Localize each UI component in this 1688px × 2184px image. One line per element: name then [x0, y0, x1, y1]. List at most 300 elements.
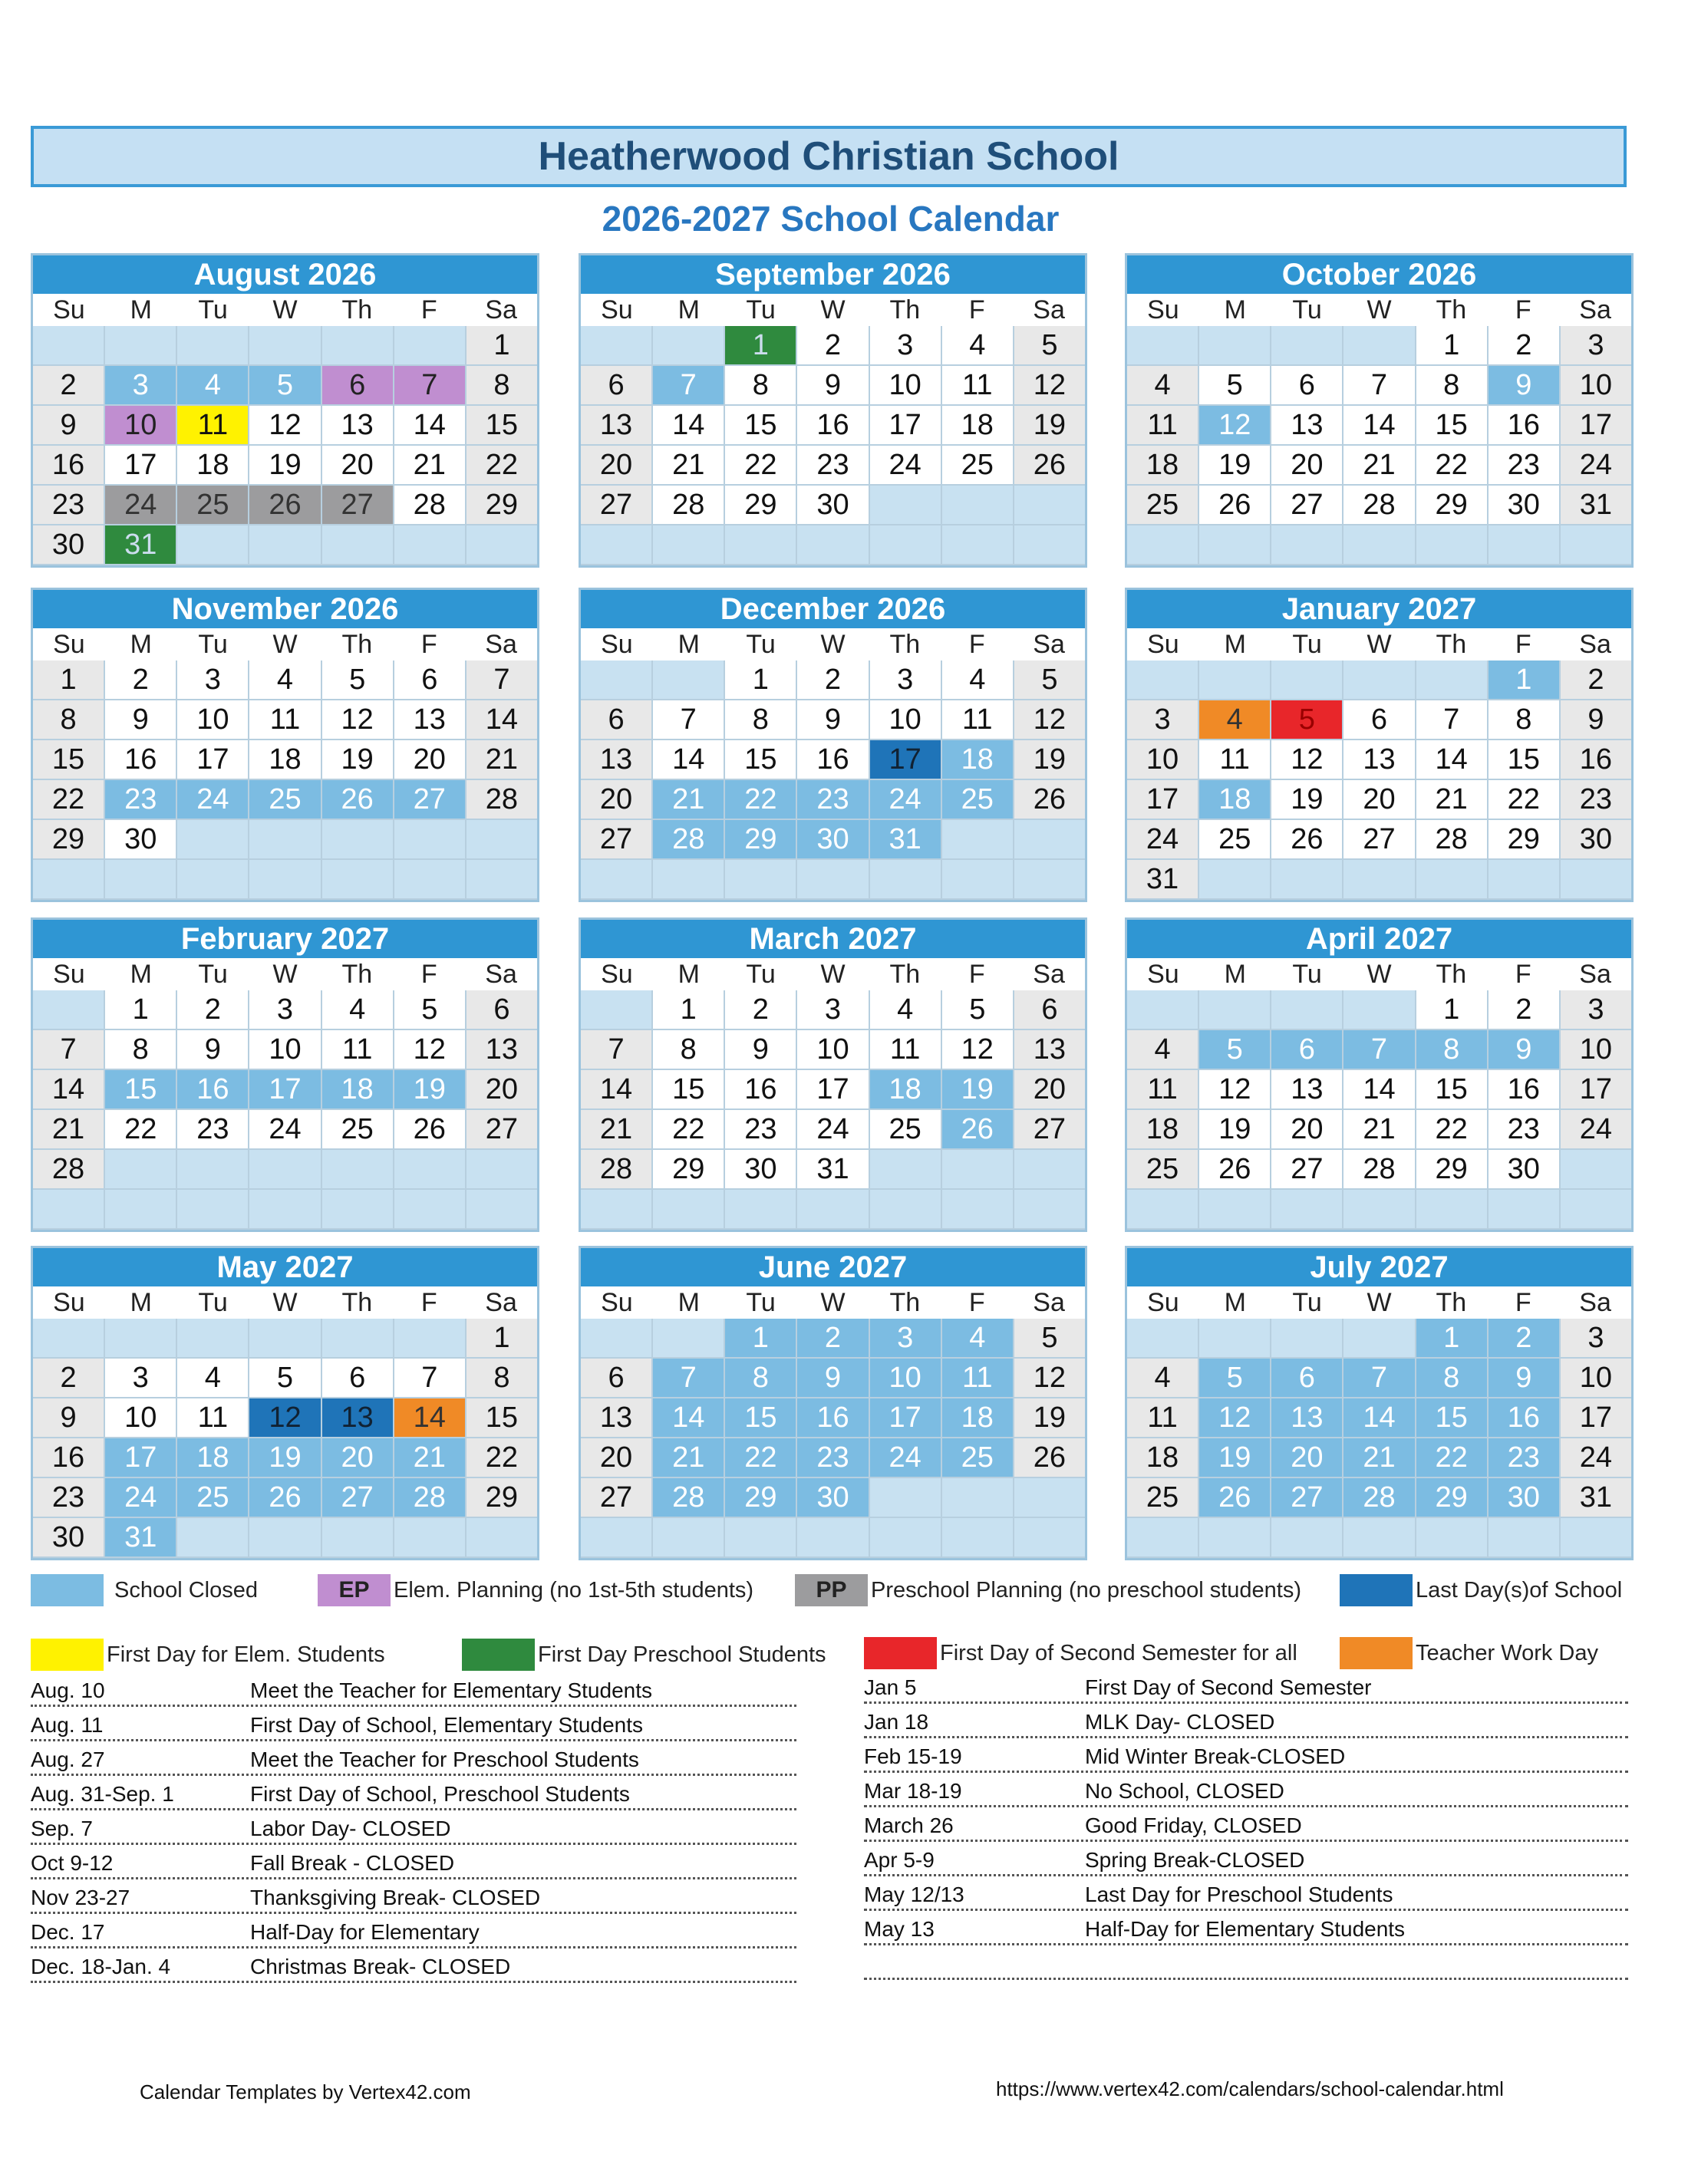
empty-cell [1014, 1518, 1085, 1556]
weekday-header [581, 628, 1085, 660]
empty-cell [322, 1190, 393, 1228]
empty-cell [1199, 860, 1270, 898]
weekday-header [33, 1286, 537, 1319]
day-cell: 1 [33, 660, 104, 699]
day-cell: 9 [33, 1398, 104, 1437]
footer-url[interactable]: https://www.vertex42.com/calendars/school-calendar.html [996, 2077, 1504, 2100]
weekday-label: F [1515, 630, 1531, 659]
month-name: August 2026 [33, 255, 537, 294]
empty-cell [33, 326, 104, 364]
day-cell: 23 [797, 1438, 868, 1477]
empty-cell [1271, 990, 1342, 1029]
day-cell: 21 [653, 446, 724, 484]
empty-cell [1199, 1190, 1270, 1228]
day-cell: 10 [870, 700, 941, 739]
day-cell: 21 [467, 740, 537, 779]
day-cell: 19 [394, 1070, 465, 1108]
day-cell: 6 [1271, 366, 1342, 404]
day-cell: 20 [322, 1438, 393, 1477]
day-cell: 8 [725, 700, 796, 739]
legend-first-pre [462, 1639, 826, 1671]
day-cell: 4 [177, 366, 248, 404]
legend-ep-label: Elem. Planning (no 1st-5th students) [394, 1577, 754, 1603]
day-cell: 14 [1343, 1398, 1414, 1437]
day-cell: 31 [1127, 860, 1198, 898]
day-cell: 19 [1199, 446, 1270, 484]
day-cell: 18 [870, 1070, 941, 1108]
day-cell: 16 [105, 740, 176, 779]
event-desc: Half-Day for Elementary [250, 1920, 480, 1944]
day-cell: 13 [1271, 1398, 1342, 1437]
day-cell: 27 [1343, 820, 1414, 858]
day-cell: 21 [1343, 446, 1414, 484]
day-cell: 12 [249, 1398, 320, 1437]
weekday-label: Sa [1579, 960, 1611, 989]
day-cell: 31 [105, 525, 176, 564]
event-date: March 26 [864, 1813, 954, 1837]
day-cell: 9 [1561, 700, 1631, 739]
event-row [864, 1807, 1628, 1842]
day-cell: 29 [725, 1478, 796, 1517]
day-cell: 25 [322, 1110, 393, 1148]
day-cell: 9 [177, 1030, 248, 1069]
empty-cell [581, 1518, 651, 1556]
day-cell: 27 [1271, 1150, 1342, 1188]
event-date: Aug. 10 [31, 1678, 105, 1702]
legend-first-elem-swatch [31, 1639, 104, 1671]
day-cell: 12 [1271, 740, 1342, 779]
day-cell: 25 [1127, 1478, 1198, 1517]
day-cell: 20 [1343, 780, 1414, 819]
weekday-label: F [420, 960, 437, 989]
month-calendar [1125, 1246, 1634, 1560]
day-cell: 21 [1343, 1438, 1414, 1477]
day-cell: 3 [105, 366, 176, 404]
event-desc: First Day of School, Elementary Students [250, 1713, 643, 1737]
day-cell: 17 [177, 740, 248, 779]
day-cell: 4 [870, 990, 941, 1029]
empty-cell [1561, 525, 1631, 564]
empty-cell [942, 1518, 1013, 1556]
weekday-label: Th [889, 295, 921, 324]
day-cell: 26 [1014, 780, 1085, 819]
empty-cell [105, 1190, 176, 1228]
day-cell: 7 [581, 1030, 651, 1069]
day-cell: 10 [249, 1030, 320, 1069]
day-cell: 6 [1271, 1359, 1342, 1397]
day-cell: 18 [1199, 780, 1270, 819]
day-cell: 20 [1271, 1438, 1342, 1477]
empty-cell [1199, 1319, 1270, 1357]
day-cell: 8 [725, 1359, 796, 1397]
month-calendar [1125, 588, 1634, 902]
legend-last-label: Last Day(s)of School [1416, 1577, 1623, 1603]
day-cell: 10 [1561, 366, 1631, 404]
day-cell: 25 [177, 1478, 248, 1517]
empty-cell [653, 660, 724, 699]
weekday-label: W [1367, 960, 1392, 989]
day-cell: 11 [1199, 740, 1270, 779]
day-cell: 31 [1561, 486, 1631, 524]
weekday-label: M [1224, 960, 1246, 989]
day-cell: 11 [942, 700, 1013, 739]
weekday-label: W [1367, 630, 1392, 659]
day-grid [581, 326, 1085, 565]
event-date [864, 1945, 1085, 1978]
day-cell: 1 [725, 660, 796, 699]
empty-cell [467, 1518, 537, 1556]
day-cell: 25 [177, 486, 248, 524]
day-cell: 9 [797, 366, 868, 404]
day-cell: 10 [1561, 1030, 1631, 1069]
event-desc: Labor Day- CLOSED [250, 1817, 451, 1840]
empty-cell [942, 860, 1013, 898]
month-calendar [579, 253, 1087, 568]
day-cell: 1 [1416, 990, 1487, 1029]
day-cell: 27 [1271, 1478, 1342, 1517]
event-row [864, 1911, 1628, 1945]
weekday-label: M [130, 1288, 152, 1317]
legend-first-pre-label: First Day Preschool Students [538, 1642, 826, 1667]
day-grid [1127, 660, 1631, 900]
event-row [31, 1845, 796, 1879]
day-cell: 29 [33, 820, 104, 858]
day-cell: 12 [322, 700, 393, 739]
day-cell: 3 [1561, 326, 1631, 364]
day-cell: 5 [1199, 366, 1270, 404]
event-row [864, 1876, 1628, 1911]
event-desc: No School, CLOSED [1085, 1779, 1284, 1803]
day-cell: 23 [177, 1110, 248, 1148]
day-cell: 20 [1014, 1070, 1085, 1108]
weekday-label: F [968, 630, 985, 659]
empty-cell [177, 820, 248, 858]
day-cell: 29 [467, 1478, 537, 1517]
day-cell: 5 [1271, 700, 1342, 739]
day-cell: 24 [1127, 820, 1198, 858]
day-cell: 2 [33, 366, 104, 404]
empty-cell [797, 1518, 868, 1556]
day-cell: 22 [1416, 1438, 1487, 1477]
legend-work-label: Teacher Work Day [1416, 1640, 1598, 1665]
weekday-label: W [272, 1288, 298, 1317]
weekday-label: Sa [485, 1288, 517, 1317]
day-cell: 4 [942, 1319, 1013, 1357]
weekday-label: Tu [1292, 295, 1322, 324]
day-cell: 27 [581, 486, 651, 524]
weekday-label: Sa [1579, 630, 1611, 659]
empty-cell [249, 1518, 320, 1556]
event-date: Apr 5-9 [864, 1848, 935, 1872]
empty-cell [1127, 990, 1198, 1029]
weekday-header [1127, 628, 1631, 660]
empty-cell [942, 820, 1013, 858]
day-cell: 23 [797, 446, 868, 484]
empty-cell [177, 1150, 248, 1188]
event-row [864, 1738, 1628, 1773]
day-cell: 8 [653, 1030, 724, 1069]
empty-cell [394, 1190, 465, 1228]
day-cell: 17 [1561, 406, 1631, 444]
month-name: June 2027 [581, 1248, 1085, 1286]
empty-cell [467, 1150, 537, 1188]
day-cell: 28 [1343, 1478, 1414, 1517]
day-cell: 22 [33, 780, 104, 819]
weekday-label: Th [889, 960, 921, 989]
legend-ep [318, 1574, 753, 1606]
day-cell: 16 [797, 1398, 868, 1437]
day-cell: 30 [1561, 820, 1631, 858]
weekday-label: F [420, 1288, 437, 1317]
day-cell: 27 [581, 1478, 651, 1517]
day-cell: 4 [177, 1359, 248, 1397]
day-grid [33, 660, 537, 900]
day-cell: 24 [870, 446, 941, 484]
day-cell: 26 [394, 1110, 465, 1148]
day-cell: 22 [467, 1438, 537, 1477]
day-cell: 19 [1014, 740, 1085, 779]
day-cell: 7 [653, 366, 724, 404]
weekday-label: Tu [746, 630, 776, 659]
day-cell: 13 [394, 700, 465, 739]
day-cell: 5 [249, 366, 320, 404]
event-row [31, 1879, 796, 1914]
weekday-header [1127, 294, 1631, 326]
empty-cell [725, 1190, 796, 1228]
legend-pp-swatch: PP [795, 1574, 868, 1606]
event-row [864, 1704, 1628, 1738]
day-cell: 2 [797, 326, 868, 364]
day-cell: 22 [467, 446, 537, 484]
empty-cell [942, 1150, 1013, 1188]
day-cell: 4 [322, 990, 393, 1029]
day-cell: 12 [942, 1030, 1013, 1069]
day-cell: 31 [1561, 1478, 1631, 1517]
day-cell: 29 [1416, 1150, 1487, 1188]
empty-cell [394, 1319, 465, 1357]
weekday-label: Su [1147, 630, 1179, 659]
day-cell: 31 [870, 820, 941, 858]
day-cell: 30 [1489, 1478, 1559, 1517]
weekday-label: Su [53, 630, 85, 659]
empty-cell [467, 860, 537, 898]
event-desc: Meet the Teacher for Preschool Students [250, 1748, 639, 1771]
empty-cell [870, 1190, 941, 1228]
day-cell: 13 [1271, 406, 1342, 444]
empty-cell [1343, 1190, 1414, 1228]
empty-cell [1343, 525, 1414, 564]
event-row [864, 1945, 1628, 1980]
day-cell: 3 [1127, 700, 1198, 739]
empty-cell [249, 1150, 320, 1188]
weekday-label: M [678, 960, 700, 989]
day-cell: 24 [105, 1478, 176, 1517]
day-cell: 11 [1127, 406, 1198, 444]
weekday-header [33, 628, 537, 660]
weekday-header [1127, 1286, 1631, 1319]
day-cell: 19 [1199, 1110, 1270, 1148]
day-cell: 7 [467, 660, 537, 699]
day-grid [1127, 1319, 1631, 1558]
day-cell: 17 [870, 740, 941, 779]
day-cell: 15 [1416, 1398, 1487, 1437]
day-cell: 17 [1127, 780, 1198, 819]
empty-cell [1014, 820, 1085, 858]
day-cell: 27 [394, 780, 465, 819]
day-cell: 19 [1271, 780, 1342, 819]
month-calendar [579, 588, 1087, 902]
day-cell: 16 [177, 1070, 248, 1108]
event-date: Aug. 31-Sep. 1 [31, 1782, 174, 1806]
legend-closed [31, 1574, 258, 1606]
day-cell: 27 [322, 486, 393, 524]
day-cell: 8 [105, 1030, 176, 1069]
day-cell: 15 [467, 406, 537, 444]
weekday-header [33, 958, 537, 990]
empty-cell [1489, 860, 1559, 898]
day-cell: 18 [1127, 1110, 1198, 1148]
weekday-label: Tu [1292, 960, 1322, 989]
day-cell: 21 [653, 1438, 724, 1477]
month-name: October 2026 [1127, 255, 1631, 294]
empty-cell [725, 860, 796, 898]
day-cell: 21 [653, 780, 724, 819]
empty-cell [1271, 1319, 1342, 1357]
day-cell: 22 [1416, 446, 1487, 484]
empty-cell [1014, 1190, 1085, 1228]
weekday-label: Sa [1033, 295, 1065, 324]
day-cell: 12 [249, 406, 320, 444]
day-cell: 12 [394, 1030, 465, 1069]
empty-cell [1489, 1190, 1559, 1228]
event-desc: Thanksgiving Break- CLOSED [250, 1886, 541, 1909]
empty-cell [1416, 860, 1487, 898]
day-cell: 3 [105, 1359, 176, 1397]
empty-cell [249, 1190, 320, 1228]
day-cell: 10 [1561, 1359, 1631, 1397]
weekday-label: W [820, 295, 846, 324]
day-cell: 7 [394, 1359, 465, 1397]
empty-cell [870, 860, 941, 898]
weekday-label: Tu [1292, 630, 1322, 659]
day-cell: 24 [249, 1110, 320, 1148]
day-cell: 8 [1416, 1030, 1487, 1069]
event-desc: Half-Day for Elementary Students [1085, 1917, 1406, 1941]
event-row [31, 1810, 796, 1845]
event-row [31, 1776, 796, 1810]
weekday-header [581, 958, 1085, 990]
empty-cell [653, 525, 724, 564]
empty-cell [942, 525, 1013, 564]
empty-cell [870, 1150, 941, 1188]
empty-cell [33, 860, 104, 898]
day-cell: 21 [394, 446, 465, 484]
day-cell: 1 [725, 326, 796, 364]
day-cell: 8 [1416, 1359, 1487, 1397]
day-cell: 6 [467, 990, 537, 1029]
day-cell: 7 [33, 1030, 104, 1069]
day-cell: 28 [581, 1150, 651, 1188]
empty-cell [322, 820, 393, 858]
day-cell: 20 [467, 1070, 537, 1108]
weekday-label: W [820, 630, 846, 659]
calendar-title: 2026-2027 School Calendar [602, 199, 1060, 239]
day-cell: 5 [1199, 1359, 1270, 1397]
day-cell: 15 [725, 1398, 796, 1437]
legend-first-pre-swatch [462, 1639, 535, 1671]
day-cell: 11 [322, 1030, 393, 1069]
empty-cell [1271, 860, 1342, 898]
day-cell: 22 [653, 1110, 724, 1148]
empty-cell [1199, 660, 1270, 699]
weekday-label: Th [1436, 295, 1467, 324]
empty-cell [177, 1190, 248, 1228]
empty-cell [1489, 525, 1559, 564]
month-calendar [31, 1246, 539, 1560]
empty-cell [105, 1319, 176, 1357]
day-cell: 7 [1343, 1030, 1414, 1069]
empty-cell [581, 860, 651, 898]
event-date: Jan 18 [864, 1710, 929, 1734]
event-desc: Meet the Teacher for Elementary Students [250, 1678, 652, 1702]
month-name: April 2027 [1127, 920, 1631, 958]
events-right [864, 1669, 1628, 1980]
empty-cell [1561, 1518, 1631, 1556]
day-cell: 21 [1343, 1110, 1414, 1148]
day-cell: 9 [1489, 1359, 1559, 1397]
weekday-label: Sa [485, 295, 517, 324]
weekday-label: Tu [746, 960, 776, 989]
empty-cell [1489, 1518, 1559, 1556]
day-cell: 30 [105, 820, 176, 858]
day-cell: 8 [467, 1359, 537, 1397]
weekday-label: Tu [198, 630, 228, 659]
day-cell: 11 [1127, 1070, 1198, 1108]
weekday-label: M [130, 960, 152, 989]
empty-cell [797, 1190, 868, 1228]
day-cell: 23 [105, 780, 176, 819]
day-cell: 10 [105, 406, 176, 444]
day-cell: 13 [581, 740, 651, 779]
weekday-header [581, 294, 1085, 326]
empty-cell [249, 860, 320, 898]
day-cell: 28 [467, 780, 537, 819]
event-date: Dec. 18-Jan. 4 [31, 1955, 171, 1978]
legend-last [1340, 1574, 1622, 1606]
day-cell: 29 [725, 486, 796, 524]
weekday-label: M [130, 295, 152, 324]
day-cell: 22 [725, 780, 796, 819]
day-cell: 28 [33, 1150, 104, 1188]
day-cell: 25 [942, 1438, 1013, 1477]
day-cell: 26 [1199, 486, 1270, 524]
day-cell: 18 [942, 406, 1013, 444]
weekday-label: Th [1436, 630, 1467, 659]
day-cell: 24 [1561, 1438, 1631, 1477]
empty-cell [322, 326, 393, 364]
day-cell: 24 [797, 1110, 868, 1148]
weekday-label: F [1515, 960, 1531, 989]
day-cell: 12 [1014, 700, 1085, 739]
day-cell: 15 [105, 1070, 176, 1108]
weekday-label: Th [1436, 960, 1467, 989]
day-cell: 24 [870, 780, 941, 819]
weekday-label: M [678, 1288, 700, 1317]
day-cell: 20 [581, 1438, 651, 1477]
weekday-label: F [968, 960, 985, 989]
day-cell: 22 [725, 446, 796, 484]
day-cell: 28 [653, 820, 724, 858]
